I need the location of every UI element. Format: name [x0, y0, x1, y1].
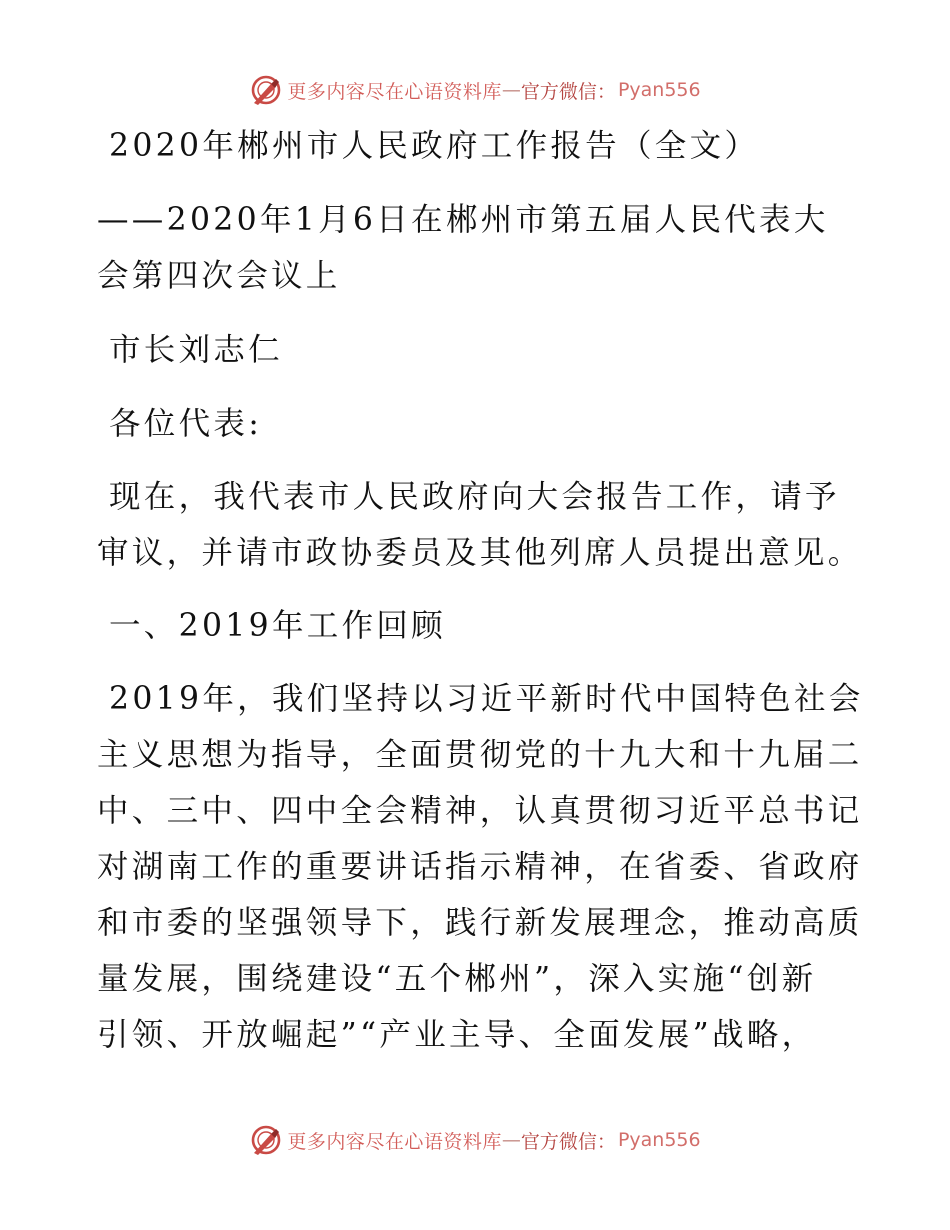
body-line: 量发展，围绕建设“五个郴州”，深入实施“创新: [97, 961, 817, 997]
watermark-separator: —: [501, 79, 521, 101]
watermark-separator: —: [501, 1129, 521, 1151]
body-line: 引领、开放崛起”“产业主导、全面发展”战略，: [97, 1017, 817, 1053]
watermark-wechat-label: 官方微信：: [520, 1130, 616, 1153]
document-title: 2020年郴州市人民政府工作报告（全文）: [109, 128, 760, 164]
section-heading: 一、2019年工作回顾: [109, 608, 446, 644]
body-line: 对湖南工作的重要讲话指示精神，在省委、省政府: [97, 849, 863, 885]
body-line: 中、三中、四中全会精神，认真贯彻习近平总书记: [97, 793, 863, 829]
document-body: [97, 118, 864, 1063]
intro-line-1: 现在，我代表市人民政府向大会报告工作，请予: [109, 479, 840, 515]
watermark-wechat-account: Pyan556: [617, 1129, 701, 1151]
watermark-header: [0, 70, 950, 110]
watermark-text: 更多内容尽在心语资料库: [287, 80, 502, 103]
pen-logo-icon: [249, 1123, 283, 1157]
pen-logo-icon: [249, 73, 283, 107]
body-line: 和市委的坚强领导下，践行新发展理念，推动高质: [97, 905, 863, 941]
watermark-wechat-account: Pyan556: [617, 79, 701, 101]
document-subtitle-line-2: 会第四次会议上: [97, 258, 341, 294]
body-line: 2019年，我们坚持以习近平新时代中国特色社会: [109, 681, 864, 717]
body-line: 主义思想为指导，全面贯彻党的十九大和十九届二: [97, 737, 863, 773]
watermark-wechat-label: 官方微信：: [520, 80, 616, 103]
document-author: 市长刘志仁: [109, 332, 284, 368]
salutation: 各位代表:: [109, 406, 263, 442]
watermark-footer: [0, 1120, 950, 1160]
watermark-text: 更多内容尽在心语资料库: [287, 1130, 502, 1153]
intro-line-2: 审议，并请市政协委员及其他列席人员提出意见。: [97, 535, 863, 571]
document-subtitle-line-1: ——2020年1月6日在郴州市第五届人民代表大: [97, 202, 829, 238]
